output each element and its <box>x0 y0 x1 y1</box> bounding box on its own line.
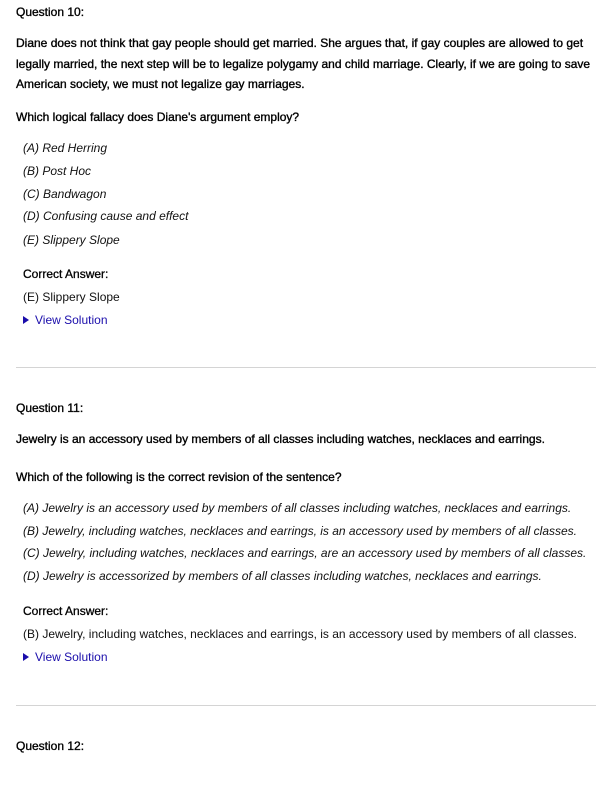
q10-view-solution-label: View Solution <box>35 313 108 327</box>
expand-triangle-icon <box>23 316 29 324</box>
q11-correct-answer-label: Correct Answer: <box>23 604 109 618</box>
question-10-prompt: Which logical fallacy does Diane's argument employ? <box>16 110 300 124</box>
q10-option-d: (D) Confusing cause and effect <box>23 209 189 223</box>
question-11-heading: Question 11: <box>16 401 84 415</box>
divider <box>16 367 596 368</box>
q11-correct-answer: (B) Jewelry, including watches, necklaces and earrings, is an accessory used by members of all classes. <box>23 627 578 641</box>
q10-option-a: (A) Red Herring <box>23 141 108 155</box>
question-11-prompt: Which of the following is the correct revision of the sentence? <box>16 470 342 484</box>
q10-option-e: (E) Slippery Slope <box>23 233 120 247</box>
question-10-heading: Question 10: <box>16 5 85 19</box>
divider <box>16 705 596 706</box>
q11-view-solution-label: View Solution <box>35 650 108 664</box>
question-10-stem: Diane does not think that gay people should get married. She argues that, if gay couples are allowed to get legally married, the next step will be to legalize polygamy and child marriage. Clearly, if we are going to save American society, we must not legalize gay marriages. <box>16 36 591 91</box>
expand-triangle-icon <box>23 653 29 661</box>
q11-view-solution-link[interactable] <box>23 650 108 664</box>
q11-option-c: (C) Jewelry, including watches, necklaces and earrings, are an accessory used by members of all classes. <box>23 546 587 560</box>
q10-option-c: (C) Bandwagon <box>23 187 107 201</box>
q11-option-a: (A) Jewelry is an accessory used by members of all classes including watches, necklaces and earrings. <box>23 501 572 515</box>
q11-option-d: (D) Jewelry is accessorized by members of all classes including watches, necklaces and earrings. <box>23 569 542 583</box>
question-11-stem: Jewelry is an accessory used by members of all classes including watches, necklaces and earrings. <box>16 432 545 446</box>
q10-correct-answer-label: Correct Answer: <box>23 267 109 281</box>
question-12-heading: Question 12: <box>16 739 85 753</box>
q11-option-b: (B) Jewelry, including watches, necklaces and earrings, is an accessory used by members of all classes. <box>23 524 578 538</box>
q10-option-b: (B) Post Hoc <box>23 164 92 178</box>
q10-view-solution-link[interactable] <box>23 313 108 327</box>
q10-correct-answer: (E) Slippery Slope <box>23 290 120 304</box>
